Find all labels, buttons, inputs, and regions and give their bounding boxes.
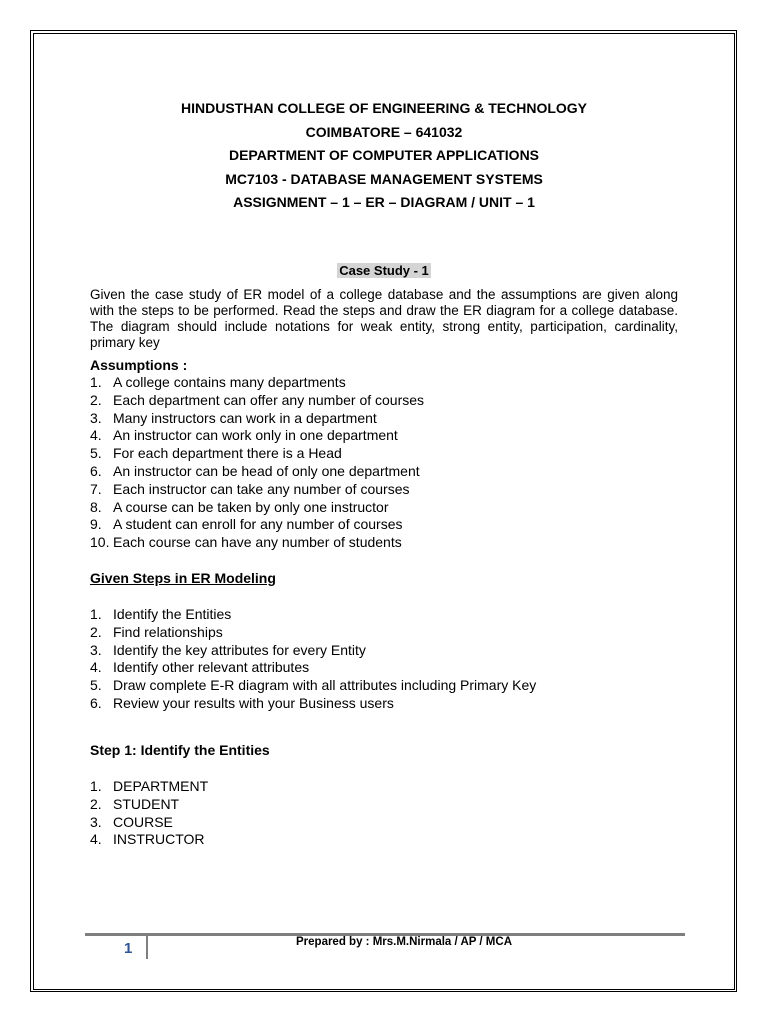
list-item (90, 677, 536, 695)
list-item-number: 1. (90, 606, 102, 622)
list-item (90, 778, 208, 796)
case-study-title (0, 263, 768, 278)
list-item-number: 6. (90, 462, 102, 479)
list-item-number: 4. (90, 831, 102, 848)
list-item-number: 3. (90, 409, 102, 426)
case-study-title-text: Case Study - 1 (339, 263, 429, 278)
list-item (90, 445, 424, 463)
list-item (90, 642, 536, 660)
list-item-text: A course can be taken by only one instructor (113, 498, 389, 515)
list-item-text: DEPARTMENT (113, 778, 209, 794)
list-item-number: 2. (90, 623, 102, 640)
list-item (90, 831, 208, 849)
list-item-number: 1. (90, 778, 102, 794)
assumptions-heading: Assumptions : (90, 357, 188, 373)
list-item-text: Draw complete E-R diagram with all attributes including Primary Key (113, 677, 537, 694)
list-item-text: Identify the Entities (113, 606, 232, 622)
list-item-number: 5. (90, 677, 102, 694)
list-item-number: 10. (90, 534, 110, 551)
list-item-number: 4. (90, 659, 102, 676)
list-item (90, 499, 424, 517)
list-item-text: Review your results with your Business users (113, 694, 394, 711)
steps-heading: Given Steps in ER Modeling (90, 570, 276, 586)
page-number: 1 (124, 940, 133, 957)
list-item-text: A college contains many departments (113, 374, 346, 390)
prepared-by: Prepared by : Mrs.M.Nirmala / AP / MCA (296, 936, 513, 948)
list-item-text: INSTRUCTOR (113, 831, 205, 848)
list-item-number: 9. (90, 516, 102, 533)
list-item-number: 5. (90, 445, 102, 462)
list-item-number: 1. (90, 374, 102, 390)
list-item (90, 516, 424, 534)
list-item (90, 695, 536, 713)
college-name: HINDUSTHAN COLLEGE OF ENGINEERING & TECHNOLOGY (180, 100, 587, 116)
list-item (90, 624, 536, 642)
list-item (90, 814, 208, 832)
list-item-number: 2. (90, 391, 102, 408)
list-item-text: An instructor can be head of only one department (113, 462, 420, 479)
list-item-text: Each instructor can take any number of courses (113, 480, 410, 497)
step1-heading: Step 1: Identify the Entities (90, 742, 270, 758)
list-item (90, 374, 424, 392)
document-header (0, 97, 768, 215)
entities-list (90, 778, 208, 849)
list-item-text: A student can enroll for any number of courses (113, 516, 403, 533)
list-item-number: 8. (90, 498, 102, 515)
course-name: MC7103 - DATABASE MANAGEMENT SYSTEMS (225, 170, 543, 187)
college-location: COIMBATORE – 641032 (305, 123, 463, 140)
list-item (90, 606, 536, 624)
list-item-text: Each course can have any number of students (113, 534, 402, 551)
list-item-number: 4. (90, 427, 102, 444)
list-item-text: STUDENT (113, 795, 180, 812)
list-item-number: 7. (90, 480, 102, 497)
assignment-title: ASSIGNMENT – 1 – ER – DIAGRAM / UNIT – 1 (233, 194, 535, 210)
list-item-number: 2. (90, 795, 102, 812)
list-item-text: An instructor can work only in one department (113, 427, 398, 444)
list-item-text: Many instructors can work in a department (113, 409, 377, 426)
list-item (90, 392, 424, 410)
list-item-text: Each department can offer any number of courses (113, 391, 425, 408)
list-item (90, 427, 424, 445)
assumptions-list (90, 374, 424, 552)
list-item-text: Find relationships (113, 623, 223, 640)
list-item (90, 463, 424, 481)
list-item (90, 534, 424, 552)
department-name: DEPARTMENT OF COMPUTER APPLICATIONS (228, 147, 540, 163)
list-item (90, 659, 536, 677)
list-item-number: 3. (90, 641, 102, 658)
list-item-text: COURSE (113, 813, 173, 830)
list-item-text: Identify other relevant attributes (113, 659, 310, 676)
list-item (90, 481, 424, 499)
steps-list (90, 606, 536, 713)
list-item-number: 6. (90, 694, 102, 711)
case-study-intro: Given the case study of ER model of a college database and the assumptions are given along with the steps to be performed. Read the steps and draw the ER diagram for a college database. The diagram should include notations for weak entity, strong entity, participation, cardinality, primary key (90, 287, 678, 350)
list-item (90, 410, 424, 428)
list-item-text: For each department there is a Head (113, 445, 342, 462)
footer-page-separator (146, 934, 148, 959)
list-item-number: 3. (90, 813, 102, 830)
list-item-text: Identify the key attributes for every Entity (113, 641, 366, 658)
list-item (90, 796, 208, 814)
